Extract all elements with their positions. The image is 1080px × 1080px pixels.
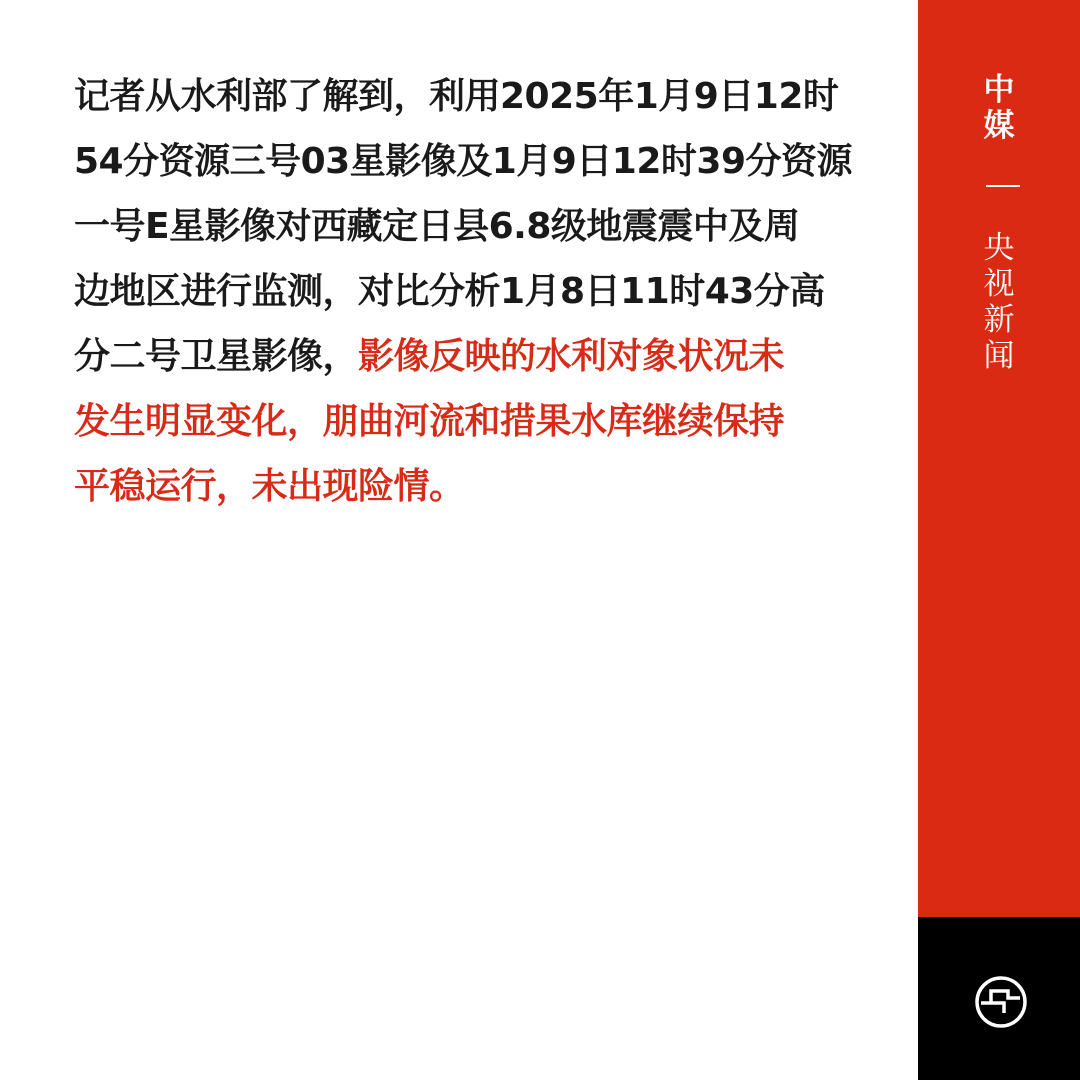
brand-top-char: 媒 xyxy=(983,108,1015,144)
article-line xyxy=(74,389,846,454)
article-line-text: 54分资源三号03星影像及1月9日12时39分资源 xyxy=(74,141,852,182)
brand-divider xyxy=(986,185,1020,187)
article-line-highlight: 发生明显变化，朋曲河流和措果水库继续保持 xyxy=(74,401,785,442)
article-line-text: 一号E星影像对西藏定日县6.8级地震震中及周 xyxy=(74,206,800,247)
article-text xyxy=(74,64,852,519)
article-line xyxy=(74,194,846,259)
brand-bottom-char: 央 xyxy=(983,230,1015,266)
brand-bottom-label xyxy=(918,230,1080,374)
article-line-highlight: 影像反映的水利对象状况未 xyxy=(358,336,785,377)
article-line-highlight: 平稳运行，未出现险情。 xyxy=(74,466,465,507)
brand-bottom-char: 闻 xyxy=(983,338,1015,374)
article-line xyxy=(74,64,846,129)
brand-top-char: 中 xyxy=(983,72,1015,108)
article-line xyxy=(74,454,846,519)
brand-top-label xyxy=(918,72,1080,144)
footer-logo-block xyxy=(918,917,1080,1080)
article-line xyxy=(74,324,846,389)
article-line-text: 边地区进行监测，对比分析1月8日11时43分高 xyxy=(74,271,825,312)
brand-sidebar xyxy=(918,0,1080,917)
brand-bottom-char: 新 xyxy=(983,302,1015,338)
article-line xyxy=(74,259,846,324)
article-line-text: 分二号卫星影像， xyxy=(74,336,359,377)
brand-bottom-char: 视 xyxy=(983,266,1015,302)
article-line xyxy=(74,129,852,194)
circle-logo-icon xyxy=(974,975,1028,1029)
article-line-text: 记者从水利部了解到，利用2025年1月9日12时 xyxy=(74,76,839,117)
